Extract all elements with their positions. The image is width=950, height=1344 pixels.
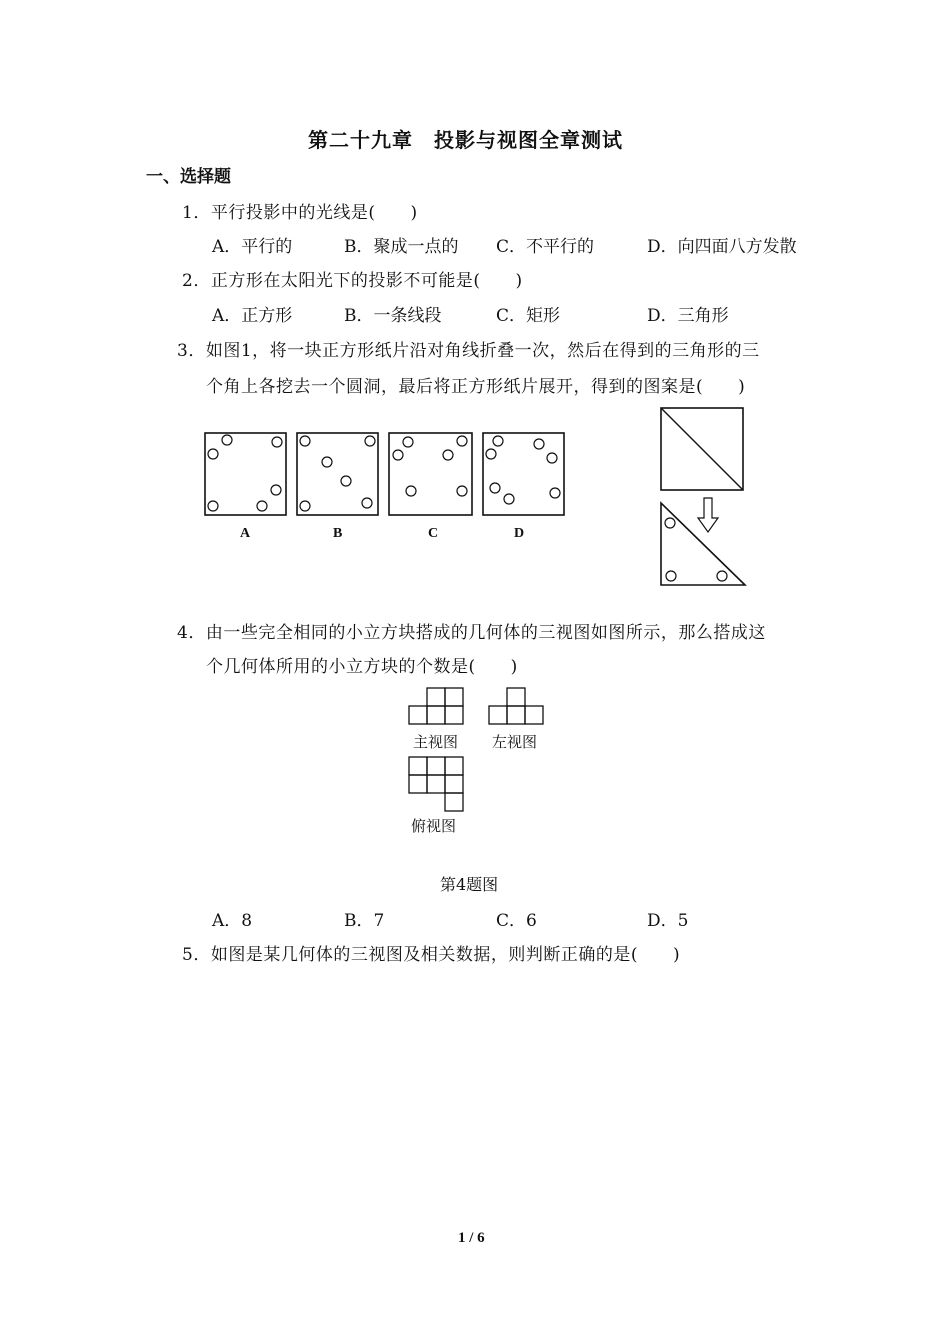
question-1-stem: 1．平行投影中的光线是( ) (182, 203, 418, 223)
question-4-caption: 第4题图 (440, 875, 499, 894)
question-2-option-b: B．一条线段 (344, 306, 442, 326)
page-number: 1 / 6 (458, 1230, 485, 1246)
figure-c-square (389, 433, 472, 515)
question-4-option-c: C．6 (496, 911, 537, 931)
question-4-option-d: D．5 (647, 911, 689, 931)
question-4-stem-line2: 个几何体所用的小立方块的个数是( ) (206, 657, 518, 677)
top-view-grid (409, 757, 463, 811)
top-view-label: 俯视图 (411, 817, 457, 835)
question-1-option-d: D．向四面八方发散 (647, 237, 797, 257)
figure-label-a: A (240, 526, 251, 541)
figure-a-square (205, 433, 286, 515)
question-1-option-c: C．不平行的 (496, 237, 595, 257)
figure-label-b: B (333, 526, 343, 541)
figure-label-d: D (514, 526, 525, 541)
section-heading: 一、选择题 (146, 167, 231, 187)
figure-b-square (297, 433, 378, 515)
question-4-option-a: A．8 (212, 911, 253, 931)
question-4-stem-line1: 4．由一些完全相同的小立方块搭成的几何体的三视图如图所示，那么搭成这 (177, 623, 766, 643)
left-view-grid (489, 688, 543, 724)
figure-d-square (483, 433, 564, 515)
left-view-label: 左视图 (492, 733, 538, 751)
page-title: 第二十九章 投影与视图全章测试 (308, 128, 623, 152)
figure-label-c: C (428, 526, 439, 541)
question-2-option-c: C．矩形 (496, 306, 561, 326)
question-1-option-a: A．平行的 (212, 237, 293, 257)
figure-1-fold-diagram (661, 408, 745, 585)
question-5-stem: 5．如图是某几何体的三视图及相关数据，则判断正确的是( ) (182, 945, 681, 965)
question-2-option-a: A．正方形 (212, 306, 293, 326)
question-3-stem-line1: 3．如图1，将一块正方形纸片沿对角线折叠一次，然后在得到的三角形的三 (177, 341, 760, 361)
front-view-grid (409, 688, 463, 724)
front-view-label: 主视图 (413, 733, 459, 751)
question-1-option-b: B．聚成一点的 (344, 237, 459, 257)
question-3-stem-line2: 个角上各挖去一个圆洞，最后将正方形纸片展开，得到的图案是( ) (206, 377, 746, 397)
question-2-option-d: D．三角形 (647, 306, 729, 326)
question-4-option-b: B．7 (344, 911, 385, 931)
question-2-stem: 2．正方形在太阳光下的投影不可能是( ) (182, 271, 523, 291)
